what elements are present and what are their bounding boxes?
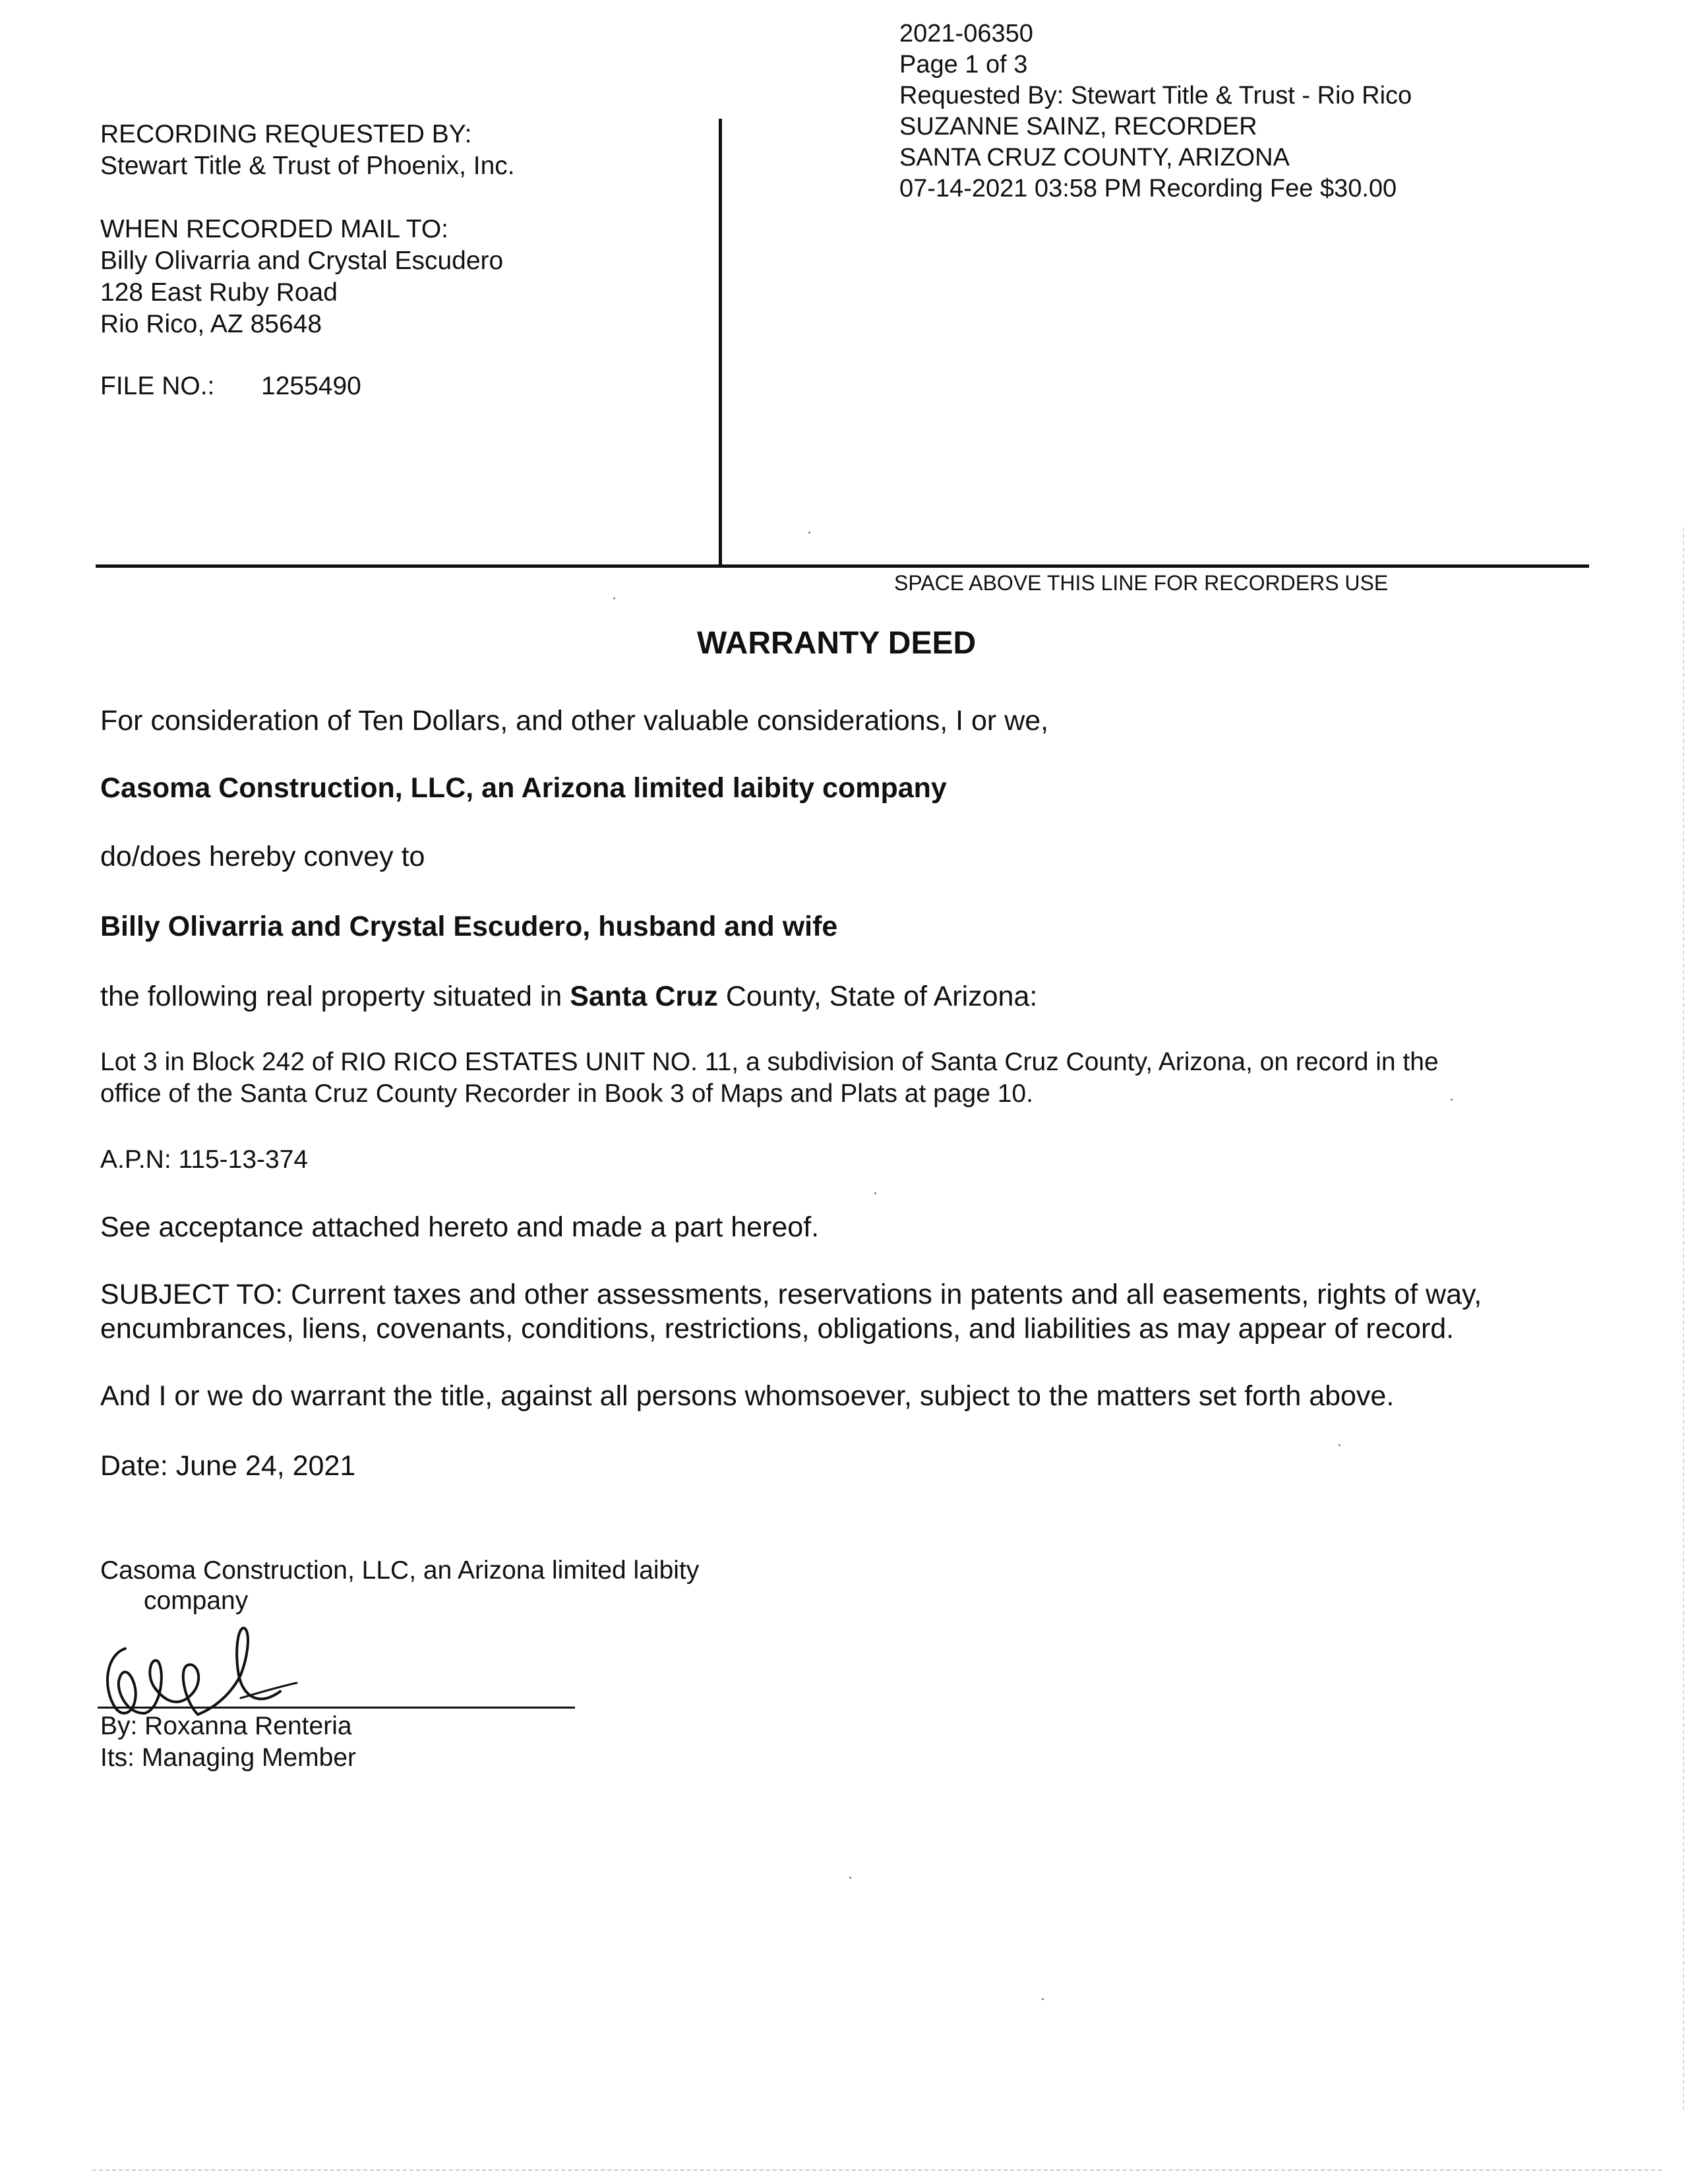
signer-title: Its: Managing Member <box>100 1744 357 1772</box>
scan-speck <box>1339 1444 1341 1446</box>
requested-by: Requested By: Stewart Title & Trust - Rio Rico <box>899 82 1412 109</box>
document-title: WARRANTY DEED <box>697 626 977 661</box>
scan-speck <box>613 597 615 599</box>
warranty-clause: And I or we do warrant the title, against all persons whomsoever, subject to the matters set forth above. <box>100 1380 1395 1412</box>
deed-date: Date: June 24, 2021 <box>100 1450 356 1482</box>
recorders-use-label: SPACE ABOVE THIS LINE FOR RECORDERS USE <box>894 571 1389 595</box>
file-number-label: FILE NO.: <box>100 372 215 400</box>
recorders-use-rule <box>96 564 1589 568</box>
property-county: Santa Cruz <box>570 981 718 1012</box>
handwritten-signature <box>99 1609 316 1728</box>
grantee-name: Billy Olivarria and Crystal Escudero, husband and wife <box>100 911 838 942</box>
legal-description-line-1: Lot 3 in Block 242 of RIO RICO ESTATES UNIT NO. 11, a subdivision of Santa Cruz County, Arizona, on record in the <box>100 1048 1439 1076</box>
scan-right-edge <box>1683 528 1684 2110</box>
recorder-name: SUZANNE SAINZ, RECORDER <box>899 113 1257 140</box>
scan-speck <box>1451 1099 1453 1101</box>
recording-requested-by: Stewart Title & Trust of Phoenix, Inc. <box>100 152 515 180</box>
recorder-county: SANTA CRUZ COUNTY, ARIZONA <box>899 144 1290 171</box>
signatory-entity-line-2: company <box>144 1587 249 1615</box>
legal-description-line-2: office of the Santa Cruz County Recorder in Book 3 of Maps and Plats at page 10. <box>100 1079 1033 1108</box>
page-count: Page 1 of 3 <box>899 51 1028 78</box>
property-situated-clause <box>100 979 1037 1014</box>
scan-speck <box>874 1192 876 1194</box>
recording-requested-label: RECORDING REQUESTED BY: <box>100 120 472 148</box>
acceptance-clause: See acceptance attached hereto and made a part hereof. <box>100 1211 820 1243</box>
document-number: 2021-06350 <box>899 20 1033 47</box>
mail-to-label: WHEN RECORDED MAIL TO: <box>100 215 449 243</box>
scan-speck <box>808 531 810 533</box>
mail-to-street: 128 East Ruby Road <box>100 278 338 307</box>
signer-name: By: Roxanna Renteria <box>100 1712 352 1740</box>
property-state: County, State of Arizona: <box>717 981 1038 1012</box>
subject-to-line-1: SUBJECT TO: Current taxes and other assessments, reservations in patents and all easements, rights of way, <box>100 1279 1482 1310</box>
recording-datetime-fee: 07-14-2021 03:58 PM Recording Fee $30.00 <box>899 175 1397 202</box>
header-divider-vertical <box>719 119 722 566</box>
property-intro: the following real property situated in <box>100 981 570 1012</box>
signature-line <box>98 1707 575 1709</box>
recorder-stamp <box>899 18 1412 204</box>
file-number: 1255490 <box>261 372 361 400</box>
consideration-clause: For consideration of Ten Dollars, and other valuable considerations, I or we, <box>100 705 1049 737</box>
grantor-name: Casoma Construction, LLC, an Arizona limited laibity company <box>100 772 947 804</box>
mail-to-city: Rio Rico, AZ 85648 <box>100 310 322 338</box>
convey-clause: do/does hereby convey to <box>100 841 425 872</box>
scan-bottom-edge <box>92 2169 1662 2171</box>
signatory-entity-line-1: Casoma Construction, LLC, an Arizona limited laibity <box>100 1556 700 1585</box>
scan-speck <box>1042 1998 1044 2000</box>
mail-to-name: Billy Olivarria and Crystal Escudero <box>100 247 504 275</box>
subject-to-line-2: encumbrances, liens, covenants, conditions, restrictions, obligations, and liabilities as may appear of record. <box>100 1313 1455 1345</box>
apn: A.P.N: 115-13-374 <box>100 1145 309 1174</box>
scan-speck <box>849 1877 851 1879</box>
